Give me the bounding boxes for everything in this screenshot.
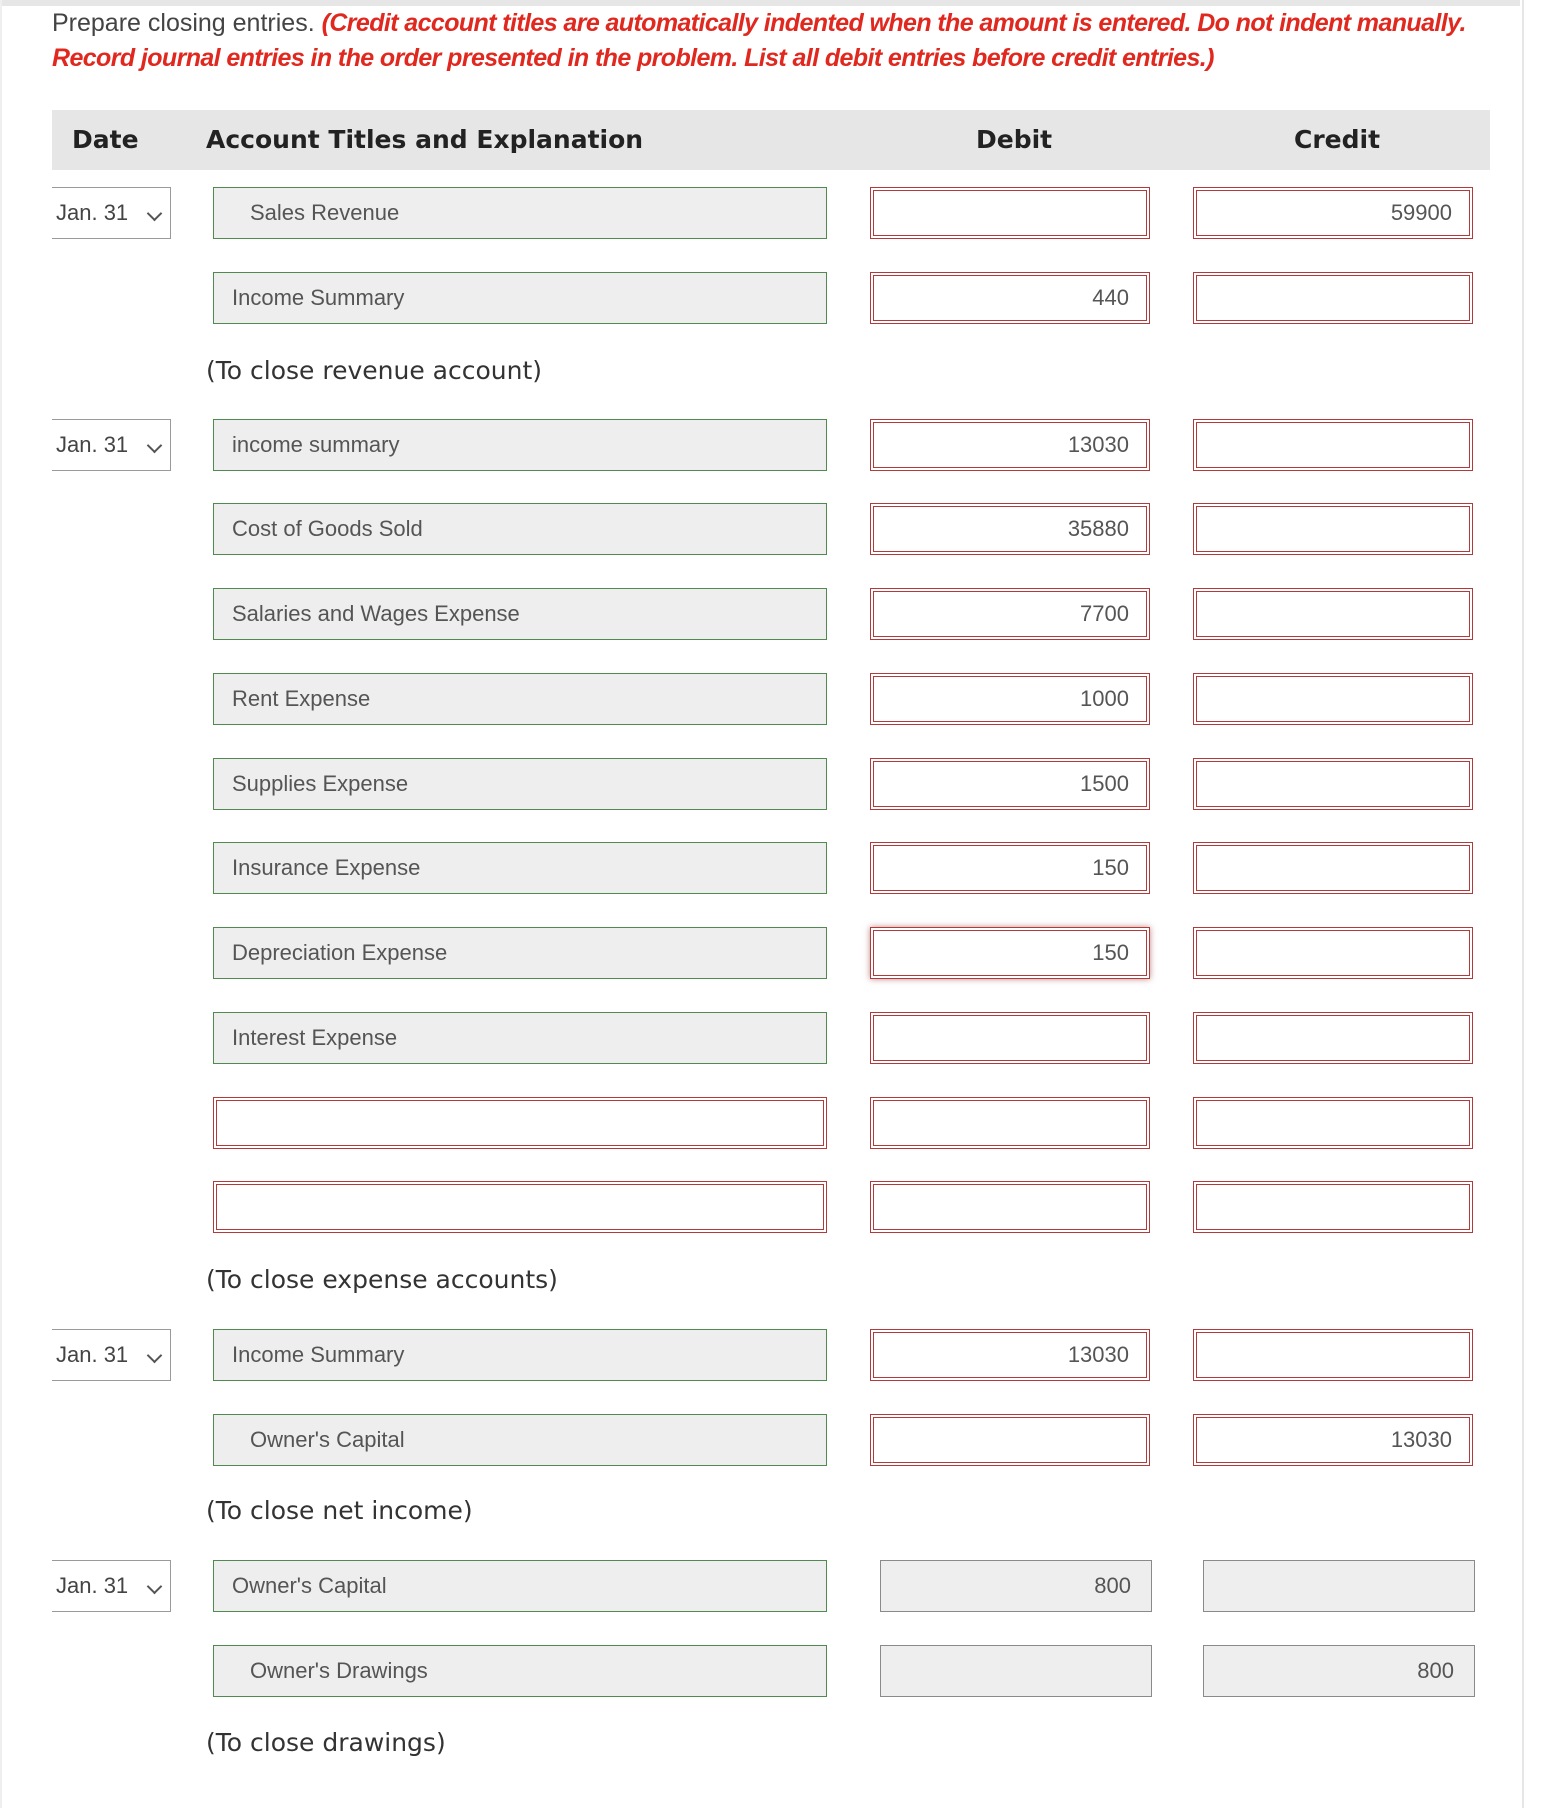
debit-amount-field[interactable]: 35880 bbox=[870, 503, 1150, 555]
date-select-value: Jan. 31 bbox=[56, 1342, 129, 1367]
column-header-credit: Credit bbox=[1294, 125, 1381, 154]
debit-amount-field[interactable]: 440 bbox=[870, 272, 1150, 324]
entry-explanation: (To close drawings) bbox=[206, 1728, 446, 1757]
credit-amount-field[interactable]: 800 bbox=[1203, 1645, 1475, 1697]
credit-amount-field[interactable] bbox=[1193, 673, 1473, 725]
credit-amount-field[interactable] bbox=[1193, 419, 1473, 471]
date-select[interactable] bbox=[52, 419, 171, 471]
account-title-field[interactable]: Depreciation Expense bbox=[213, 927, 827, 979]
instructions-lead: Prepare closing entries. bbox=[52, 9, 315, 37]
debit-amount-field[interactable] bbox=[870, 1097, 1150, 1149]
journal-line bbox=[0, 419, 1550, 473]
journal-line bbox=[0, 1012, 1550, 1066]
credit-amount-field[interactable] bbox=[1193, 1012, 1473, 1064]
account-title-field[interactable]: income summary bbox=[213, 419, 827, 471]
account-title-field[interactable]: Owner's Capital bbox=[213, 1414, 827, 1466]
account-title-field[interactable]: Owner's Capital bbox=[213, 1560, 827, 1612]
account-title-field[interactable] bbox=[213, 1181, 827, 1233]
column-header-date: Date bbox=[72, 125, 139, 154]
account-title-field[interactable] bbox=[213, 1097, 827, 1149]
journal-line bbox=[0, 272, 1550, 326]
journal-line bbox=[0, 1645, 1550, 1699]
journal-line bbox=[0, 673, 1550, 727]
date-select-value: Jan. 31 bbox=[56, 1573, 129, 1598]
chevron-down-icon bbox=[147, 1348, 163, 1364]
debit-amount-field[interactable] bbox=[870, 1414, 1150, 1466]
debit-amount-field[interactable] bbox=[870, 1012, 1150, 1064]
journal-line bbox=[0, 1414, 1550, 1468]
chevron-down-icon bbox=[147, 1579, 163, 1595]
date-select[interactable] bbox=[52, 1560, 171, 1612]
journal-line bbox=[0, 927, 1550, 981]
journal-line bbox=[0, 187, 1550, 241]
journal-line bbox=[0, 842, 1550, 896]
chevron-down-icon bbox=[147, 438, 163, 454]
credit-amount-field[interactable] bbox=[1193, 503, 1473, 555]
entry-explanation: (To close revenue account) bbox=[206, 356, 543, 385]
column-header-account: Account Titles and Explanation bbox=[206, 125, 644, 154]
account-title-field[interactable]: Insurance Expense bbox=[213, 842, 827, 894]
debit-amount-field[interactable]: 1500 bbox=[870, 758, 1150, 810]
account-title-field[interactable]: Income Summary bbox=[213, 1329, 827, 1381]
credit-amount-field[interactable]: 13030 bbox=[1193, 1414, 1473, 1466]
debit-amount-field[interactable]: 7700 bbox=[870, 588, 1150, 640]
journal-line bbox=[0, 1329, 1550, 1383]
column-header-debit: Debit bbox=[976, 125, 1053, 154]
account-title-field[interactable]: Sales Revenue bbox=[213, 187, 827, 239]
account-title-field[interactable]: Owner's Drawings bbox=[213, 1645, 827, 1697]
debit-amount-field[interactable]: 800 bbox=[880, 1560, 1152, 1612]
credit-amount-field[interactable] bbox=[1193, 588, 1473, 640]
credit-amount-field[interactable] bbox=[1193, 1181, 1473, 1233]
debit-amount-field[interactable] bbox=[870, 187, 1150, 239]
credit-amount-field[interactable] bbox=[1193, 927, 1473, 979]
journal-line bbox=[0, 1560, 1550, 1614]
credit-amount-field[interactable] bbox=[1193, 758, 1473, 810]
chevron-down-icon bbox=[147, 206, 163, 222]
account-title-field[interactable]: Salaries and Wages Expense bbox=[213, 588, 827, 640]
instructions-emphasis: (Credit account titles are automatically indented when the amount is entered. Do not indent manually. Record journal entries in the order presented in the problem. List all debit entries before credit entries.) bbox=[52, 9, 1466, 72]
account-title-field[interactable]: Cost of Goods Sold bbox=[213, 503, 827, 555]
debit-amount-field[interactable] bbox=[880, 1645, 1152, 1697]
credit-amount-field[interactable] bbox=[1193, 842, 1473, 894]
account-title-field[interactable]: Supplies Expense bbox=[213, 758, 827, 810]
debit-amount-field[interactable] bbox=[870, 1181, 1150, 1233]
journal-line bbox=[0, 1181, 1550, 1235]
account-title-field[interactable]: Income Summary bbox=[213, 272, 827, 324]
entry-explanation: (To close expense accounts) bbox=[206, 1265, 558, 1294]
credit-amount-field[interactable]: 59900 bbox=[1193, 187, 1473, 239]
journal-line bbox=[0, 758, 1550, 812]
journal-line bbox=[0, 588, 1550, 642]
date-select[interactable] bbox=[52, 1329, 171, 1381]
date-select[interactable] bbox=[52, 187, 171, 239]
journal-line bbox=[0, 503, 1550, 557]
debit-amount-field[interactable]: 1000 bbox=[870, 673, 1150, 725]
journal-line bbox=[0, 1097, 1550, 1151]
account-title-field[interactable]: Interest Expense bbox=[213, 1012, 827, 1064]
credit-amount-field[interactable] bbox=[1193, 1329, 1473, 1381]
date-select-value: Jan. 31 bbox=[56, 432, 129, 457]
debit-amount-field[interactable]: 150 bbox=[870, 842, 1150, 894]
instructions bbox=[52, 6, 1492, 76]
journal-header bbox=[52, 110, 1490, 170]
debit-amount-field[interactable]: 13030 bbox=[870, 419, 1150, 471]
entry-explanation: (To close net income) bbox=[206, 1496, 473, 1525]
credit-amount-field[interactable] bbox=[1193, 272, 1473, 324]
credit-amount-field[interactable] bbox=[1203, 1560, 1475, 1612]
date-select-value: Jan. 31 bbox=[56, 200, 129, 225]
debit-amount-field[interactable]: 150 bbox=[870, 927, 1150, 979]
account-title-field[interactable]: Rent Expense bbox=[213, 673, 827, 725]
debit-amount-field[interactable]: 13030 bbox=[870, 1329, 1150, 1381]
credit-amount-field[interactable] bbox=[1193, 1097, 1473, 1149]
